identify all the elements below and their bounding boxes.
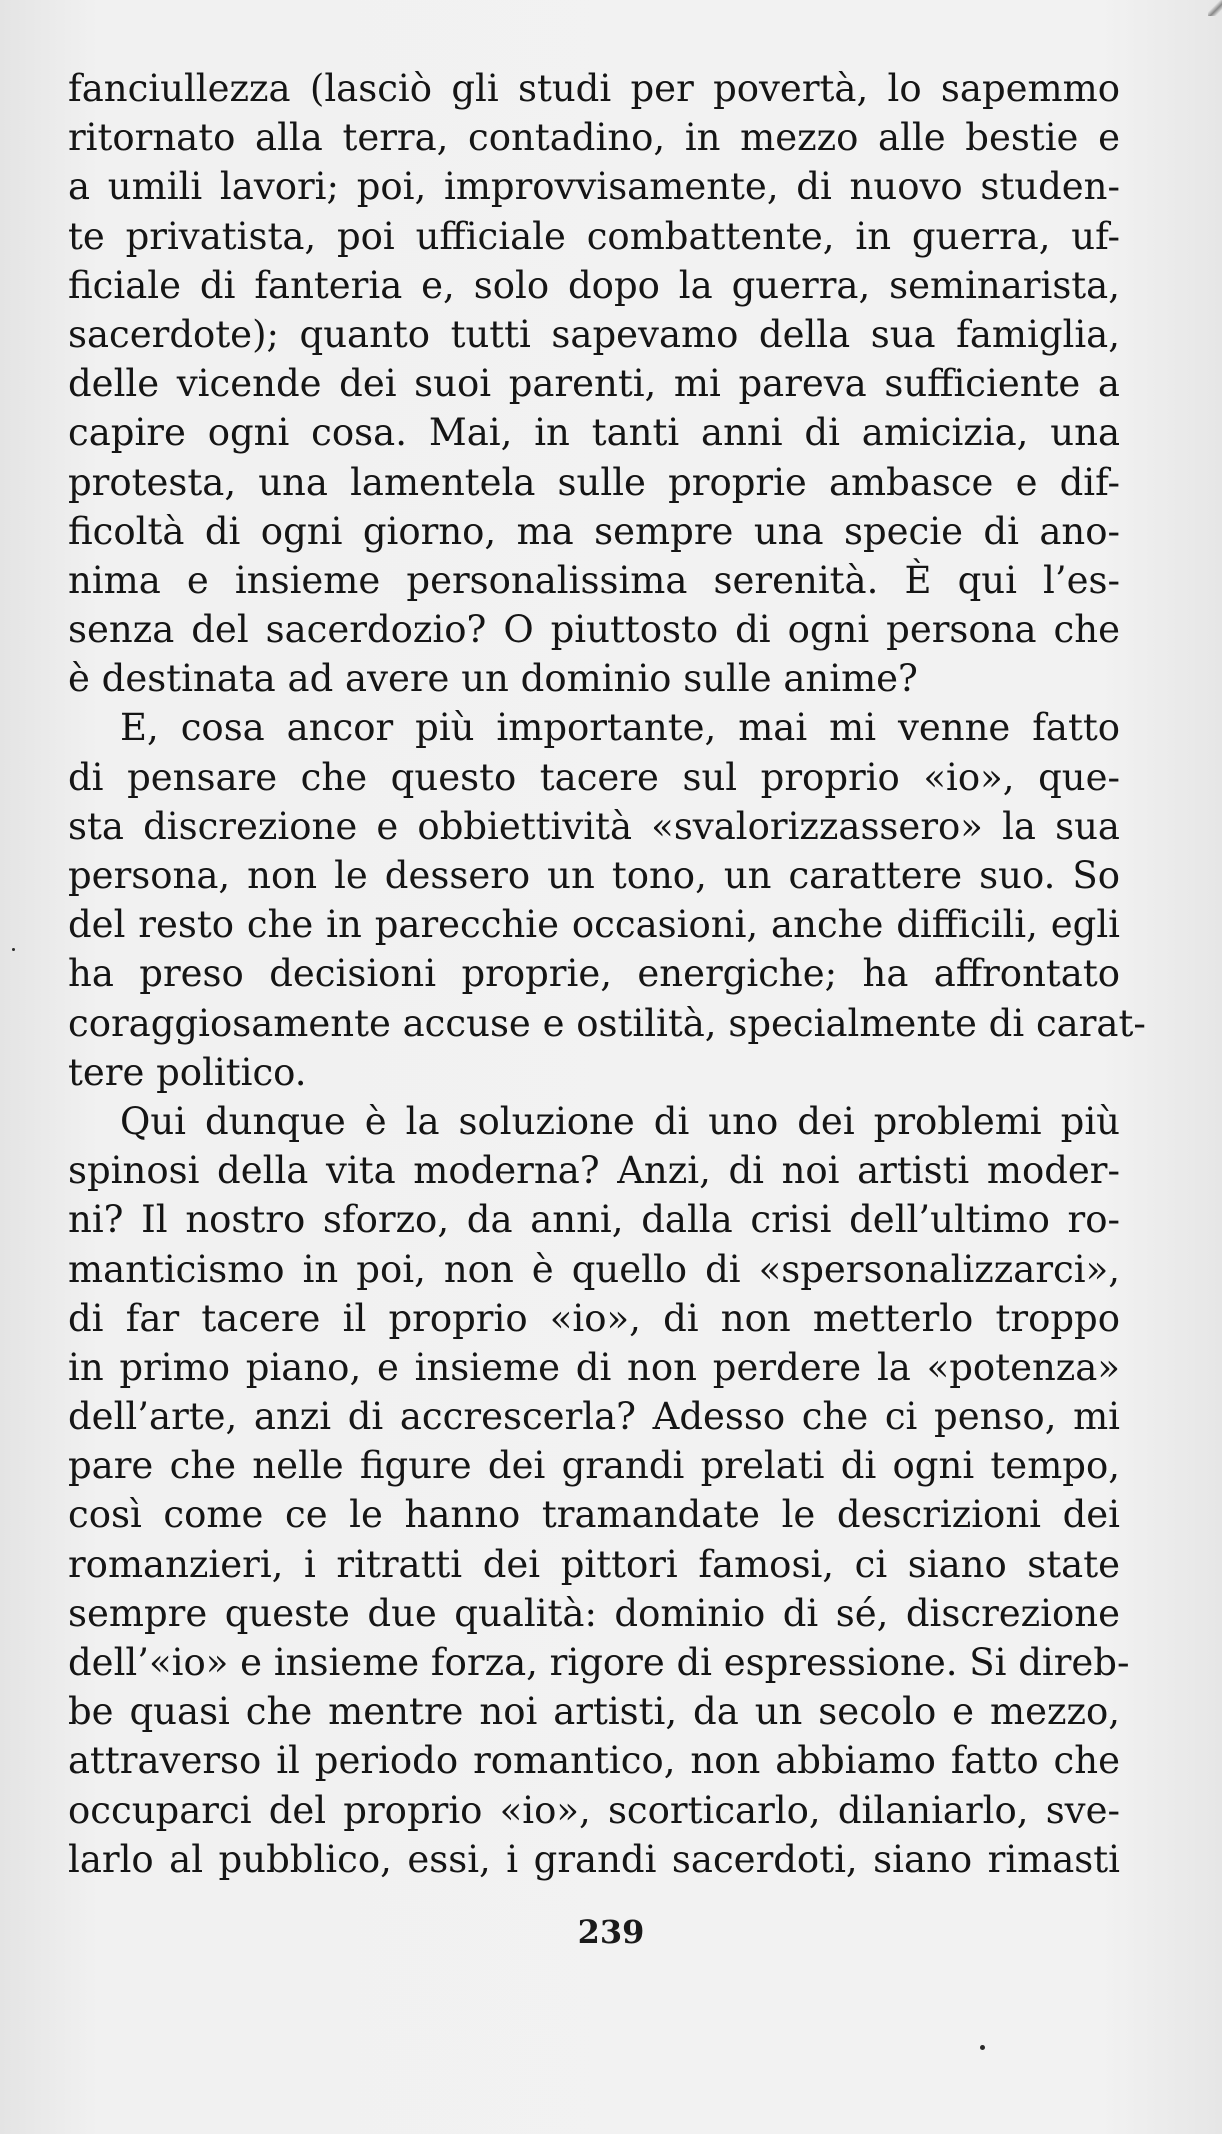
- paragraph-start-line: Qui dunque è la soluzione di uno dei problemi più: [120, 1099, 1120, 1143]
- text-line: pare che nelle figure dei grandi prelati di ogni tempo,: [68, 1444, 1120, 1488]
- text-line: be quasi che mentre noi artisti, da un secolo e mezzo,: [68, 1690, 1120, 1734]
- text-line: ha preso decisioni proprie, energiche; ha affrontato: [68, 952, 1120, 996]
- page-number: 239: [577, 1913, 645, 1951]
- text-line: di far tacere il proprio «io», di non metterlo troppo: [68, 1296, 1120, 1340]
- text-line: nima e insieme personalissima serenità. È qui l’es-: [68, 558, 1120, 602]
- body-text: [68, 64, 1146, 1884]
- text-line: larlo al pubblico, essi, i grandi sacerdoti, siano rimasti: [68, 1837, 1120, 1881]
- text-line: ficiale di fanteria e, solo dopo la guerra, seminarista,: [68, 263, 1120, 307]
- text-line: occuparci del proprio «io», scorticarlo, dilaniarlo, sve-: [68, 1788, 1120, 1832]
- text-line: ficoltà di ogni giorno, ma sempre una specie di ano-: [68, 509, 1120, 553]
- text-line: ritornato alla terra, contadino, in mezzo alle bestie e: [68, 116, 1120, 160]
- paragraph-start-line: E, cosa ancor più importante, mai mi venne fatto: [120, 706, 1120, 750]
- text-line: dell’«io» e insieme forza, rigore di espressione. Si direb-: [68, 1641, 1130, 1684]
- text-line: romanzieri, i ritratti dei pittori famosi, ci siano state: [68, 1542, 1120, 1586]
- text-line: coraggiosamente accuse e ostilità, specialmente di carat-: [68, 1001, 1146, 1045]
- text-line: protesta, una lamentela sulle proprie ambasce e dif-: [68, 460, 1120, 504]
- page-corner-mark: [1208, 0, 1222, 16]
- text-line: del resto che in parecchie occasioni, anche difficili, egli: [68, 903, 1120, 947]
- text-line: delle vicende dei suoi parenti, mi pareva sufficiente a: [68, 362, 1120, 406]
- text-line: manticismo in poi, non è quello di «spersonalizzarci»,: [68, 1247, 1120, 1291]
- paragraph-end-line: tere politico.: [68, 1050, 307, 1094]
- text-line: te privatista, poi ufficiale combattente, in guerra, uf-: [68, 214, 1120, 258]
- paragraph-end-line: è destinata ad avere un dominio sulle anime?: [68, 657, 918, 701]
- print-speck: [12, 948, 15, 951]
- text-line: capire ogni cosa. Mai, in tanti anni di amicizia, una: [68, 411, 1120, 455]
- text-line: ni? Il nostro sforzo, da anni, dalla crisi dell’ultimo ro-: [68, 1198, 1120, 1242]
- text-line: sempre queste due qualità: dominio di sé, discrezione: [68, 1591, 1120, 1635]
- text-line: senza del sacerdozio? O piuttosto di ogni persona che: [68, 608, 1120, 652]
- text-line: dell’arte, anzi di accrescerla? Adesso che ci penso, mi: [68, 1395, 1120, 1439]
- text-line: a umili lavori; poi, improvvisamente, di nuovo studen-: [68, 165, 1120, 209]
- text-line: di pensare che questo tacere sul proprio «io», que-: [68, 755, 1120, 799]
- text-line: sacerdote); quanto tutti sapevamo della sua famiglia,: [68, 312, 1120, 356]
- text-line: così come ce le hanno tramandate le descrizioni dei: [68, 1493, 1120, 1537]
- print-speck: [980, 2045, 985, 2050]
- text-line: fanciullezza (lasciò gli studi per povertà, lo sapemmo: [68, 67, 1120, 110]
- text-line: attraverso il periodo romantico, non abbiamo fatto che: [68, 1739, 1120, 1783]
- text-line: persona, non le dessero un tono, un carattere suo. So: [68, 854, 1120, 897]
- text-line: sta discrezione e obbiettività «svalorizzassero» la sua: [68, 804, 1120, 848]
- text-line: spinosi della vita moderna? Anzi, di noi artisti moder-: [68, 1149, 1120, 1193]
- text-line: in primo piano, e insieme di non perdere la «potenza»: [68, 1345, 1120, 1389]
